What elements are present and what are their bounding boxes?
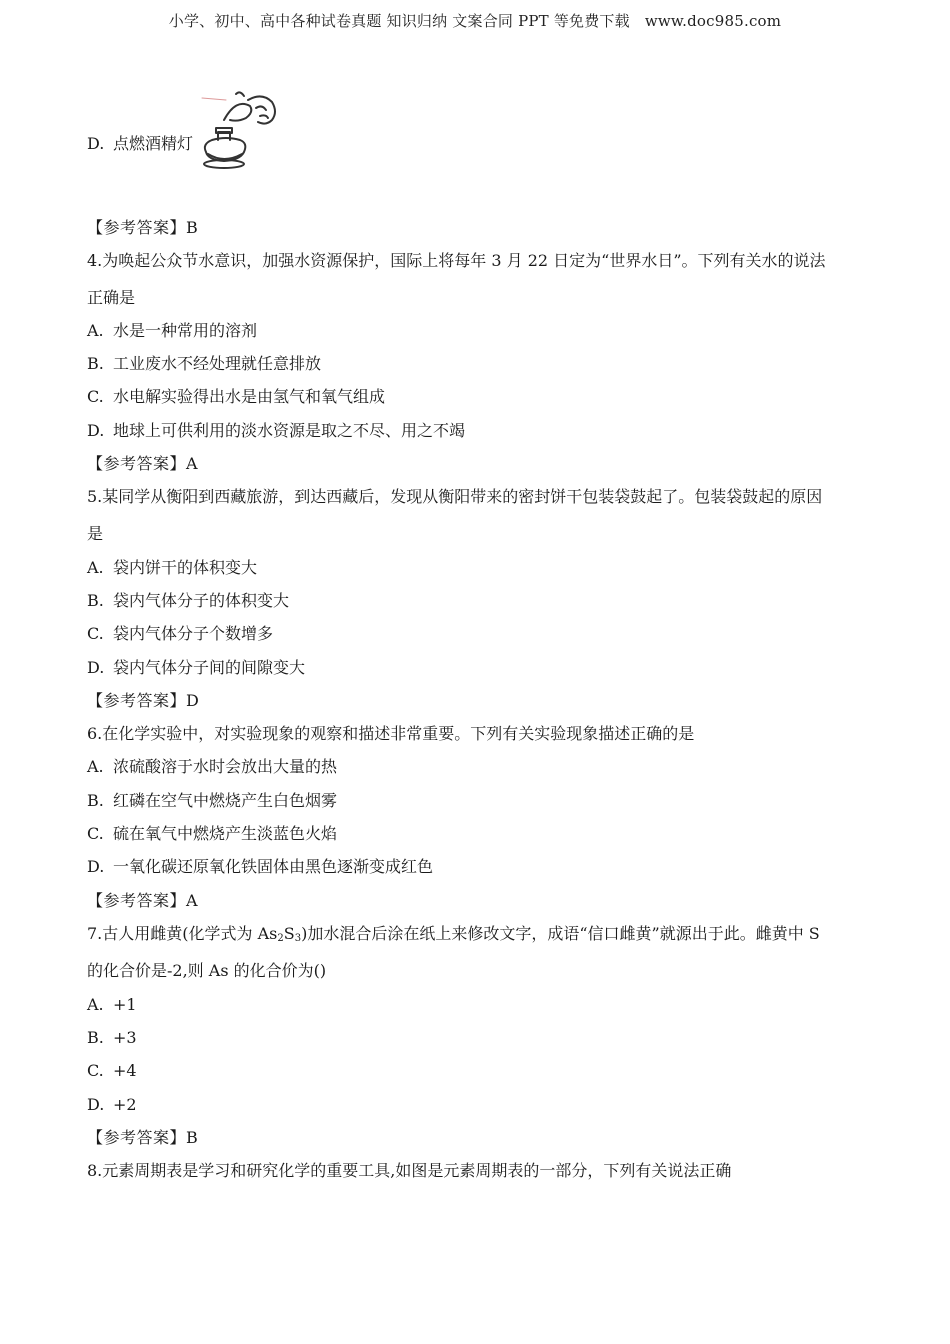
option-letter: A. [87, 757, 104, 776]
q4-option-d [87, 421, 465, 441]
option-letter: B. [87, 791, 104, 810]
q6-stem-line1: 6.在化学实验中，对实验现象的观察和描述非常重要。下列有关实验现象描述正确的是 [87, 724, 695, 743]
option-text: 水电解实验得出水是由氢气和氧气组成 [113, 387, 386, 406]
header-text: 小学、初中、高中各种试卷真题 知识归纳 文案合同 PPT 等免费下载 [168, 12, 630, 30]
q7-stem-post: )加水混合后涂在纸上来修改文字，成语“信口雌黄”就源出于此。雌黄中 S [301, 924, 820, 943]
q5-option-a [87, 558, 257, 578]
option-letter: A. [87, 558, 104, 577]
option-letter: A. [87, 321, 104, 340]
option-letter: C. [87, 824, 104, 843]
q7-option-c [87, 1061, 137, 1081]
header-url[interactable]: www.doc985.com [644, 12, 782, 30]
option-text: +4 [113, 1061, 137, 1080]
q7-stem-line1 [87, 924, 820, 944]
q4-option-b [87, 354, 321, 374]
q5-answer: 【参考答案】D [87, 691, 200, 710]
q4-stem-line2: 正确是 [87, 288, 136, 307]
q6-option-a [87, 757, 337, 777]
q4-answer: 【参考答案】A [87, 454, 199, 473]
option-text: +1 [113, 995, 137, 1014]
alcohol-lamp-illustration [196, 90, 280, 174]
option-letter: D. [87, 658, 105, 677]
option-text: 袋内气体分子的体积变大 [113, 591, 290, 610]
q4-stem-line1: 4.为唤起公众节水意识，加强水资源保护，国际上将每年 3 月 22 日定为“世界水日”。下列有关水的说法 [87, 251, 826, 270]
option-text: 水是一种常用的溶剂 [113, 321, 258, 340]
q4-option-a [87, 321, 257, 341]
option-text: +2 [113, 1095, 137, 1114]
q7-option-d [87, 1095, 137, 1115]
q6-option-c [87, 824, 337, 844]
option-text: 地球上可供利用的淡水资源是取之不尽、用之不竭 [113, 421, 466, 440]
option-letter: A. [87, 995, 104, 1014]
option-text: 红磷在空气中燃烧产生白色烟雾 [113, 791, 338, 810]
option-letter: D. [87, 857, 105, 876]
option-letter: D. [87, 1095, 105, 1114]
q6-option-d [87, 857, 433, 877]
option-text: 硫在氧气中燃烧产生淡蓝色火焰 [113, 824, 338, 843]
q6-option-b [87, 791, 337, 811]
option-letter: C. [87, 1061, 104, 1080]
q7-option-b [87, 1028, 137, 1048]
option-letter: B. [87, 354, 104, 373]
option-text: 一氧化碳还原氧化铁固体由黑色逐渐变成红色 [113, 857, 434, 876]
option-text: +3 [113, 1028, 137, 1047]
option-letter: B. [87, 591, 104, 610]
q7-stem-line2: 的化合价是-2,则 As 的化合价为() [87, 961, 327, 980]
q3-answer: 【参考答案】B [87, 218, 199, 237]
option-letter: C. [87, 624, 104, 643]
q7-stem-mid: S [283, 924, 295, 943]
q5-stem-line2: 是 [87, 524, 104, 543]
q7-subscript-1: 2 [277, 933, 284, 944]
q6-answer: 【参考答案】A [87, 891, 199, 910]
q3-option-d [87, 134, 193, 154]
q5-option-b [87, 591, 289, 611]
q7-option-a [87, 995, 137, 1015]
option-text: 袋内气体分子个数增多 [113, 624, 274, 643]
q4-option-c [87, 387, 385, 407]
option-letter: B. [87, 1028, 104, 1047]
q7-stem-pre: 7.古人用雌黄(化学式为 As [87, 924, 278, 943]
option-text: 浓硫酸溶于水时会放出大量的热 [113, 757, 338, 776]
q5-option-d [87, 658, 305, 678]
option-letter: D. [87, 134, 105, 153]
option-text: 点燃酒精灯 [113, 134, 194, 153]
page-header [0, 10, 950, 31]
q5-stem-line1: 5.某同学从衡阳到西藏旅游，到达西藏后，发现从衡阳带来的密封饼干包装袋鼓起了。包装袋鼓起的原因 [87, 487, 823, 506]
q7-subscript-2: 3 [294, 933, 302, 944]
option-text: 袋内饼干的体积变大 [113, 558, 258, 577]
option-letter: C. [87, 387, 104, 406]
q7-answer: 【参考答案】B [87, 1128, 199, 1147]
q8-stem-line1: 8.元素周期表是学习和研究化学的重要工具,如图是元素周期表的一部分，下列有关说法正确 [87, 1161, 732, 1180]
q5-option-c [87, 624, 273, 644]
option-text: 工业废水不经处理就任意排放 [113, 354, 322, 373]
option-letter: D. [87, 421, 105, 440]
option-text: 袋内气体分子间的间隙变大 [113, 658, 306, 677]
